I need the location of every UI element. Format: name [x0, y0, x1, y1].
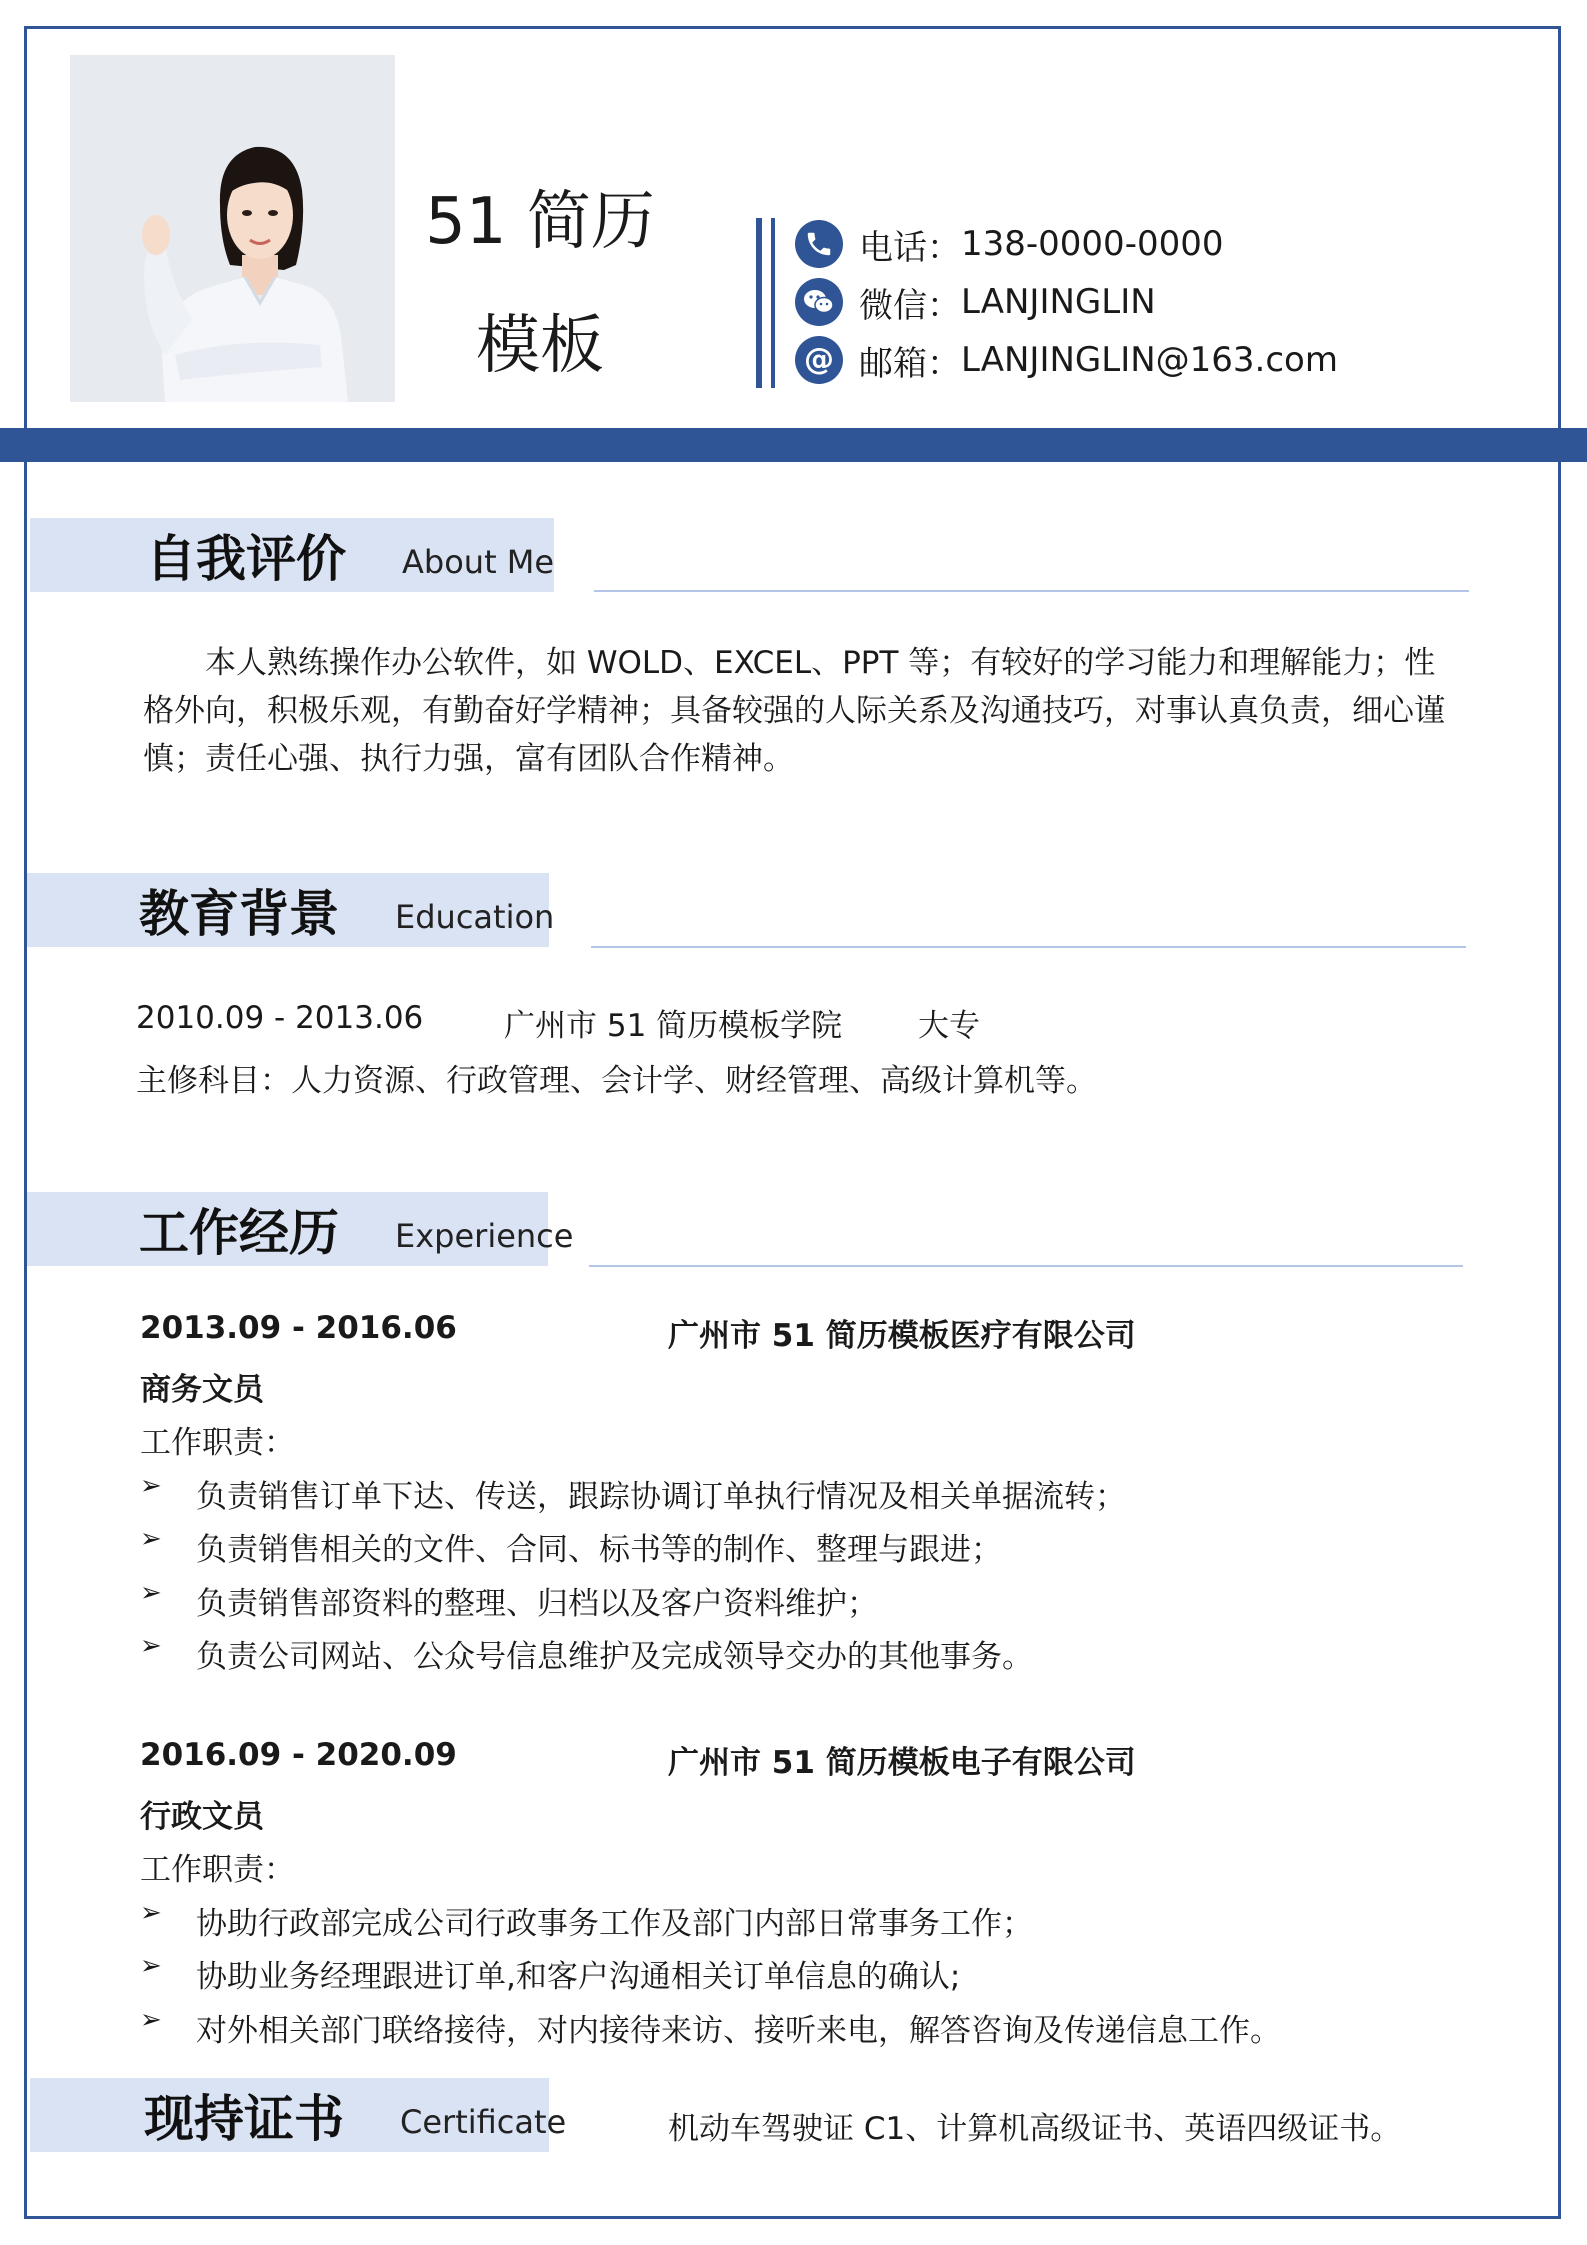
- bullet-arrow-icon: ➢: [140, 1471, 162, 1501]
- bullet-arrow-icon: ➢: [140, 1898, 162, 1928]
- section-title-cn: 现持证书: [144, 2090, 344, 2148]
- wechat-label: 微信：: [859, 285, 961, 326]
- bullet-arrow-icon: ➢: [140, 1631, 162, 1661]
- contact-divider-bar: [756, 218, 762, 388]
- wechat-value: LANJINGLIN: [961, 282, 1156, 322]
- job-duty-item: ➢ 负责销售订单下达、传送，跟踪协调订单执行情况及相关单据流转；: [140, 1471, 1126, 1515]
- section-header-about: [30, 518, 554, 592]
- contact-wechat: [795, 276, 1156, 328]
- job-period: 2013.09 - 2016.06: [140, 1310, 457, 1346]
- bullet-arrow-icon: ➢: [140, 1578, 162, 1608]
- phone-label: 电话：: [859, 227, 961, 268]
- phone-icon: [795, 220, 843, 268]
- job-duty-item: ➢ 对外相关部门联络接待，对内接待来访、接听来电，解答咨询及传递信息工作。: [140, 2005, 1281, 2049]
- contact-phone: [795, 218, 1224, 270]
- education-period: 2010.09 - 2013.06: [136, 1000, 424, 1036]
- job-company: 广州市 51 简历模板医疗有限公司: [668, 1318, 1136, 1354]
- email-icon: @: [795, 336, 843, 384]
- section-title-cn: 教育背景: [139, 885, 339, 943]
- section-rule: [591, 946, 1466, 948]
- section-header-experience: [27, 1192, 574, 1266]
- job-duty-item: ➢ 负责销售相关的文件、合同、标书等的制作、整理与跟进；: [140, 1524, 1002, 1568]
- job-duty-item: ➢ 协助业务经理跟进订单,和客户沟通相关订单信息的确认;: [140, 1951, 961, 1995]
- job-duties-label: 工作职责：: [140, 1425, 295, 1461]
- wechat-icon: [795, 278, 843, 326]
- section-header-certificate: [30, 2078, 567, 2152]
- about-text: 本人熟练操作办公软件，如 WOLD、EXCEL、PPT 等；有较好的学习能力和理解能力；性格外向，积极乐观，有勤奋好学精神；具备较强的人际关系及沟通技巧，对事认真负责，细心谨慎；责任心强、执行力强，富有团队合作精神。: [143, 645, 1445, 777]
- section-title-en: About Me: [402, 543, 555, 581]
- email-label: 邮箱：: [859, 343, 961, 384]
- clipped-duty-line: [130, 2005, 1430, 2049]
- section-rule: [594, 590, 1469, 592]
- contact-email: [795, 334, 1338, 386]
- contact-divider-bar-thin: [771, 218, 775, 388]
- bullet-arrow-icon: ➢: [140, 1951, 162, 1981]
- section-title-cn: 自我评价: [146, 530, 346, 588]
- job-period: 2016.09 - 2020.09: [140, 1737, 457, 1773]
- job-role: 商务文员: [140, 1372, 264, 1408]
- email-value: LANJINGLIN@163.com: [961, 340, 1338, 380]
- education-degree: 大专: [918, 1008, 980, 1044]
- job-company: 广州市 51 简历模板电子有限公司: [668, 1745, 1136, 1781]
- job-role: 行政文员: [140, 1799, 264, 1835]
- job-duty-item: ➢ 负责销售部资料的整理、归档以及客户资料维护；: [140, 1578, 878, 1622]
- profile-photo: [70, 55, 395, 402]
- section-title-en: Experience: [395, 1217, 574, 1255]
- section-header-education: [27, 873, 555, 947]
- certificate-text: 机动车驾驶证 C1、计算机高级证书、英语四级证书。: [668, 2111, 1402, 2147]
- education-school: 广州市 51 简历模板学院: [504, 1008, 843, 1044]
- bullet-arrow-icon: ➢: [140, 2005, 162, 2035]
- resume-name: 51 简历模板: [425, 185, 655, 383]
- section-title-en: Certificate: [400, 2103, 567, 2141]
- section-title-en: Education: [395, 898, 555, 936]
- section-title-cn: 工作经历: [139, 1204, 339, 1262]
- job-duties-label: 工作职责：: [140, 1852, 295, 1888]
- bullet-arrow-icon: ➢: [140, 1524, 162, 1554]
- education-courses: 主修科目：人力资源、行政管理、会计学、财经管理、高级计算机等。: [136, 1063, 1097, 1099]
- job-duty-item: ➢ 协助行政部完成公司行政事务工作及部门内部日常事务工作；: [140, 1898, 1033, 1942]
- job-duty-item: ➢ 负责公司网站、公众号信息维护及完成领导交办的其他事务。: [140, 1631, 1033, 1675]
- section-rule: [589, 1265, 1463, 1267]
- phone-value: 138-0000-0000: [961, 224, 1224, 264]
- header-divider-band: [0, 428, 1587, 462]
